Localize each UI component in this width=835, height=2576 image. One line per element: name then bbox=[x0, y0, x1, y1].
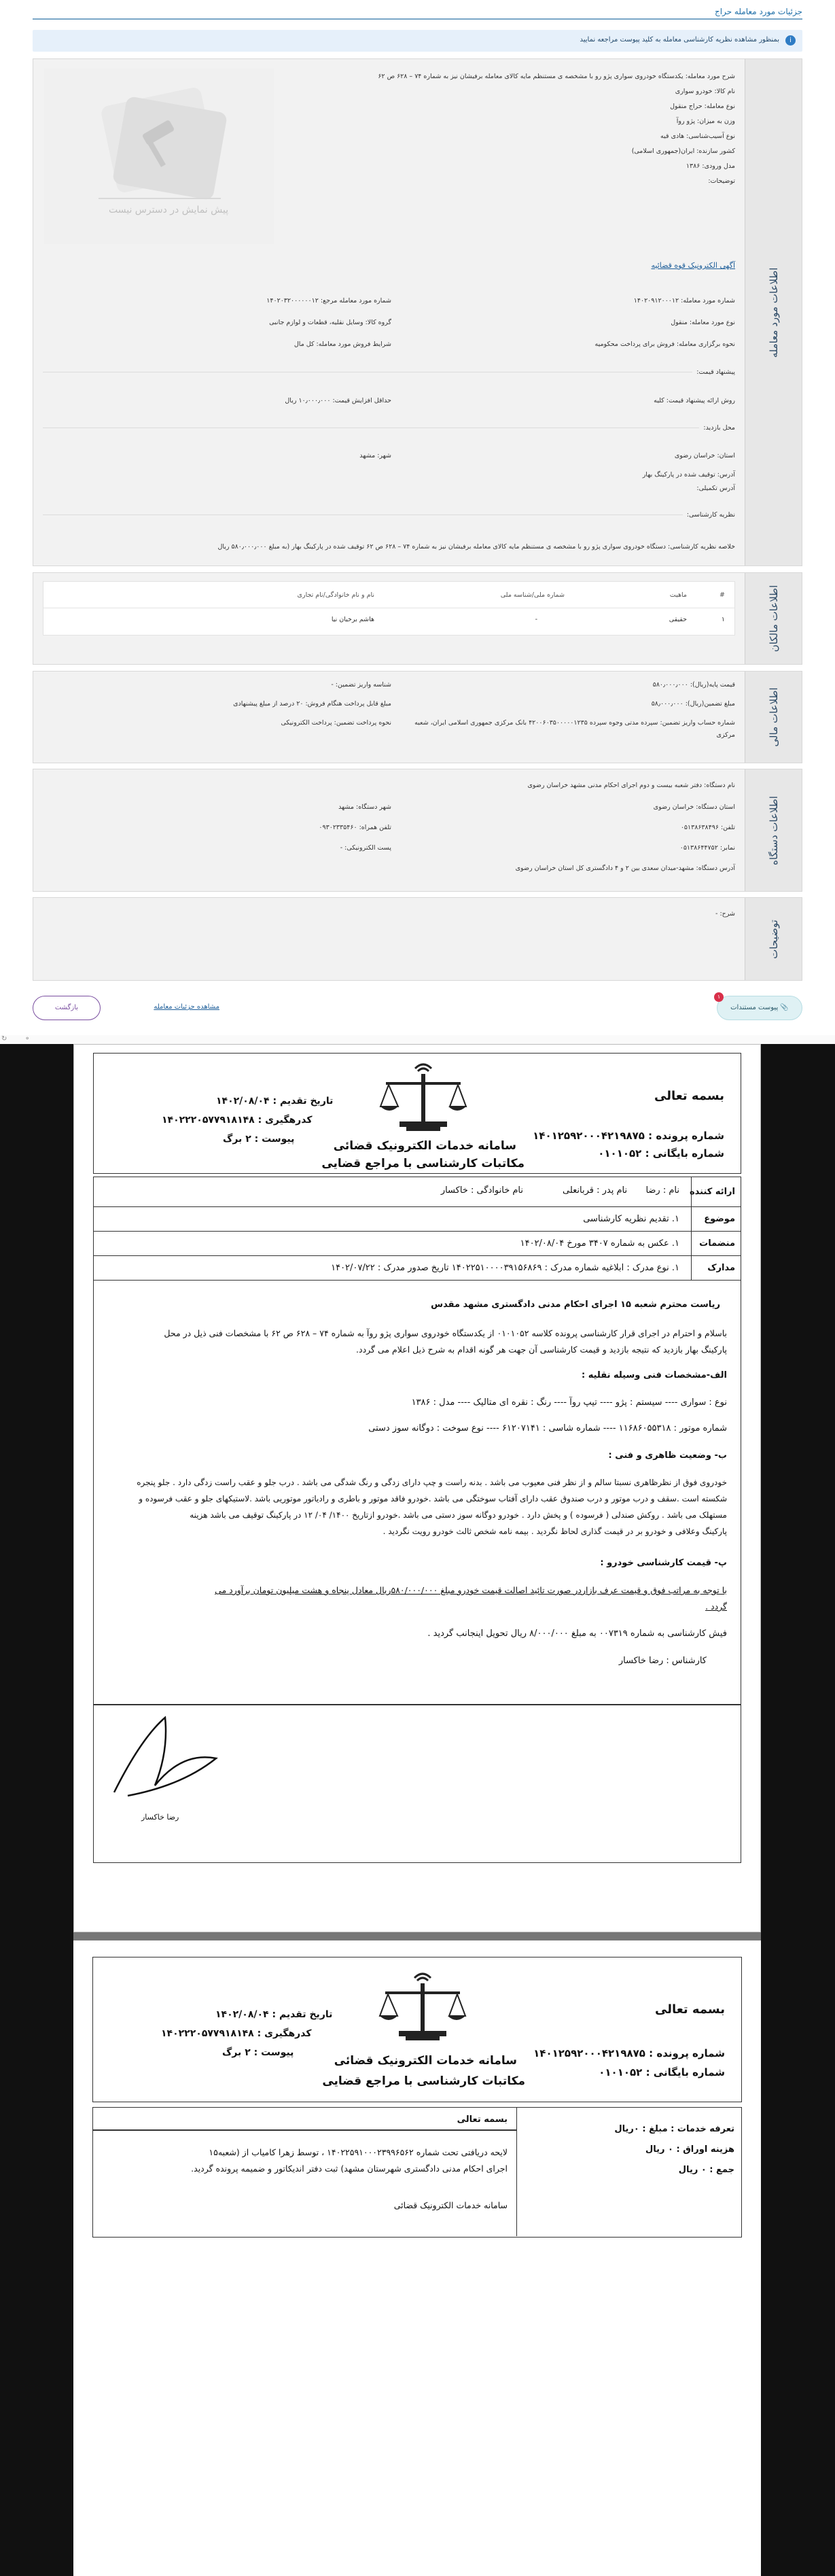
field-value: استان دستگاه: خراسان رضوی bbox=[653, 803, 735, 811]
office-tab: اطلاعات دستگاه bbox=[745, 769, 802, 891]
table-header: شماره ملی/شناسه ملی bbox=[500, 591, 565, 599]
finance-tab: اطلاعات مالی bbox=[745, 672, 802, 763]
org-name: سامانه خدمات الکترونیک قضائی bbox=[334, 2054, 517, 2068]
field-value: قیمت پایه(ریال): ۵۸۰٫۰۰۰٫۰۰۰ bbox=[652, 681, 735, 689]
doc-header bbox=[93, 1053, 741, 1174]
sender-name: نام : رضا bbox=[645, 1185, 679, 1196]
field-value: مبلغ تضمین(ریال): ۵۸٫۰۰۰٫۰۰۰ bbox=[651, 700, 735, 708]
field-value: نوع مورد معامله: منقول bbox=[671, 319, 735, 326]
desc-line: شرح مورد معامله: یکدستگاه خودروی سواری پژو رو با مشخصه ی مستنظم مایه کالای معامله برفیشان نیز به شماره ۷۴ – ۶۲۸ ص ۶۲ bbox=[378, 73, 735, 80]
section-heading: پ- قیمت کارشناسی خودرو : bbox=[600, 1558, 727, 1568]
org-subtitle: مکاتبات کارشناسی با مراجع قضایی bbox=[321, 1157, 525, 1170]
field-value: نمابر: ۰۵۱۳۸۶۴۴۷۵۲ bbox=[679, 844, 735, 852]
expert-heading: نظریه کارشناسی: bbox=[683, 511, 735, 519]
field-value: تلفن: ۰۵۱۳۸۶۳۸۴۹۶ bbox=[680, 824, 735, 831]
submit-date: تاریخ تقدیم : ۱۴۰۲/۰۸/۰۴ bbox=[215, 2009, 333, 2020]
page-title: جزئیات مورد معامله حراج bbox=[715, 7, 802, 16]
org-subtitle: مکاتبات کارشناسی با مراجع قضایی bbox=[322, 2074, 525, 2088]
case-number: شماره پرونده : ۱۴۰۱۲۵۹۲۰۰۰۴۲۱۹۸۷۵ bbox=[533, 2047, 725, 2059]
field-value: شرایط فروش مورد معامله: کل مال bbox=[294, 341, 391, 348]
signature-name: رضا خاکسار bbox=[141, 1813, 179, 1822]
tracking-code: کدرهگیری : ۱۴۰۲۲۲۰۵۷۷۹۱۸۱۴۸ bbox=[162, 1115, 313, 1126]
field-value: شهر: مشهد bbox=[359, 452, 391, 459]
row-label: منضمات bbox=[699, 1238, 735, 1249]
receipt-line: اجرای احکام مدنی دادگستری شهرستان مشهد) ثبت دفتر اندیکاتور و ضمیمه پرونده گردید. bbox=[191, 2163, 508, 2174]
receipt-line: سامانه خدمات الکترونیک قضائی bbox=[393, 2200, 508, 2210]
para-line: پارکینگ وعلافی و خودرو بر در قیمت گذاری لحاظ نگردید . بیمه نامه شخص ثالث خودرو رویت نگردید . bbox=[383, 1527, 727, 1536]
case-number: شماره پرونده : ۱۴۰۱۲۵۹۲۰۰۰۴۲۱۹۸۷۵ bbox=[533, 1130, 724, 1142]
doc-header bbox=[92, 1957, 742, 2102]
field-value: نحوه پرداخت تضمین: پرداخت الکترونیکی bbox=[281, 719, 391, 727]
archive-number: شماره بایگانی : ۰۱۰۱۰۵۲ bbox=[598, 1147, 724, 1160]
fee-line: هزینه اوراق : ۰ ریال bbox=[645, 2144, 734, 2155]
scales-logo-icon bbox=[379, 1059, 467, 1134]
office-section bbox=[33, 769, 802, 892]
attachments-button[interactable]: 📎 پیوست مستندات bbox=[717, 996, 802, 1020]
signature-icon bbox=[101, 1711, 230, 1813]
row-label: موضوع bbox=[704, 1214, 735, 1224]
field-value: شماره حساب واریز تضمین: سپرده مدتی وجوه سپرده ۴۲۰۰۶۰۳۵۰۰۰۰۰۱۲۳۵ بانک مرکزی جمهوری اسلامی ایران، شعبه bbox=[414, 719, 735, 727]
attachment-count: پیوست : ۲ برگ bbox=[222, 2047, 294, 2058]
finance-section bbox=[33, 671, 802, 763]
field-value: شهر دستگاه: مشهد bbox=[338, 803, 391, 811]
viewer-toolbar bbox=[0, 1035, 835, 1044]
document-page-2 bbox=[73, 1940, 761, 2576]
sender-father: نام پدر : قربانعلی bbox=[563, 1185, 628, 1196]
desc-line: مدل ورودی: ۱۳۸۶ bbox=[686, 162, 735, 170]
attachments-value: ۱. عکس به شماره ۳۴۰۷ مورخ ۱۴۰۲/۰۸/۰۴ bbox=[520, 1238, 679, 1249]
field-value: تلفن همراه: ۰۹۳۰۲۳۳۵۴۶۰ bbox=[319, 824, 391, 831]
field-value: شماره مورد معامله مرجع: ۱۴۰۲۰۳۲۰۰۰۰۰۰۱۲ bbox=[266, 297, 391, 304]
viewer-margin bbox=[761, 1044, 835, 2576]
desc-line: وزن به میزان: پژو روآ bbox=[676, 118, 735, 125]
notice-text: بمنظور مشاهده نظریه کارشناسی معامله به کلید پیوست مراجعه نمایید bbox=[580, 36, 779, 43]
info-icon: i bbox=[785, 35, 796, 46]
table-cell: - bbox=[535, 616, 537, 623]
row-label: ارائه کننده bbox=[689, 1187, 735, 1197]
doc-body bbox=[93, 1177, 741, 1863]
price-line: گردد . bbox=[705, 1601, 727, 1612]
spec-line: شماره موتور : ۱۱۶۸۶۰۵۵۳۱۸ ---- شماره شاسی : ۶۱۲۰۷۱۴۱ ---- نوع سوخت : دوگانه سوز دستی bbox=[368, 1423, 727, 1433]
para-line: باسلام و احترام در اجرای قرار کارشناسی پرونده کلاسه ۰۱۰۱۰۵۲ از یکدستگاه خودروی سواری پژو روآ به شماره ۷۴ – ۶۲۸ ص ۶۲ با مشخصات فنی ذیل در محل bbox=[164, 1328, 727, 1338]
field-value: گروه کالا: وسایل نقلیه، قطعات و لوازم جانبی bbox=[269, 319, 391, 326]
desc-line: نوع آسیب‌شناسی: هادی قیه bbox=[660, 133, 735, 140]
visit-heading: محل بازدید: bbox=[699, 424, 735, 432]
row-label: مدارک bbox=[707, 1263, 735, 1273]
desc-line: کشور سازنده: ایران(جمهوری اسلامی) bbox=[631, 147, 735, 155]
section-heading: ب- وضعیت ظاهری و فنی : bbox=[608, 1450, 727, 1461]
office-address: آدرس دستگاه: مشهد-میدان سعدی بین ۲ و ۴ دادگستری کل استان خراسان رضوی bbox=[515, 865, 735, 872]
field-value: شناسه واریز تضمین: - bbox=[331, 681, 391, 689]
back-button[interactable]: بازگشت bbox=[33, 996, 101, 1020]
field-value: حداقل افزایش قیمت: ۱۰٫۰۰۰٫۰۰۰ ریال bbox=[285, 397, 391, 404]
desc-line: توضیحات: bbox=[708, 177, 735, 185]
field-value: آدرس: توقیف شده در پارکینگ بهار bbox=[642, 471, 735, 478]
document-page-1 bbox=[73, 1044, 761, 1932]
archive-number: شماره بایگانی : ۰۱۰۱۰۵۲ bbox=[599, 2066, 725, 2078]
para-line: پارکینگ بهار بازدید که نتیجه بازدید و قیمت کارشناسی آن جهت هر گونه اقدام به شرح ذیل اعلام می گردد. bbox=[356, 1344, 727, 1355]
subject-value: ۱. تقدیم نظریه کارشناسی bbox=[583, 1214, 679, 1224]
field-value: نحوه برگزاری معامله: فروش برای پرداخت محکومیه bbox=[594, 341, 735, 348]
gavel-icon bbox=[44, 69, 274, 244]
table-cell: هاشم برخیان نیا bbox=[331, 616, 374, 623]
paperclip-icon: 📎 bbox=[780, 1004, 789, 1011]
image-placeholder bbox=[44, 69, 274, 244]
header-divider bbox=[33, 18, 802, 20]
doc-fees bbox=[92, 2107, 742, 2238]
attachment-count-badge: ۱ bbox=[714, 992, 724, 1002]
receipt-line: فیش کارشناسی به شماره ۰۰۷۳۱۹ به مبلغ ۸/۰۰۰/۰۰۰ ریال تحویل اینجانب گردید . bbox=[427, 1629, 727, 1639]
section-heading: الف-مشخصات فنی وسیله نقلیه : bbox=[582, 1370, 727, 1380]
table-header: ماهیت bbox=[669, 591, 687, 599]
field-value: روش ارائه پیشنهاد قیمت: کلیه bbox=[654, 397, 735, 404]
owners-section bbox=[33, 572, 802, 665]
table-cell: حقیقی bbox=[669, 616, 687, 623]
bismillah: بسمه تعالی bbox=[654, 1089, 724, 1103]
document-viewer bbox=[0, 1035, 835, 2576]
field-value: استان: خراسان رضوی bbox=[674, 452, 735, 459]
fee-line: تعرفه خدمات : مبلغ : ۰ریال bbox=[614, 2124, 734, 2134]
field-value: مرکزی bbox=[716, 731, 735, 739]
bismillah: بسمه تعالی bbox=[655, 2002, 725, 2017]
expert-summary: خلاصه نظریه کارشناسی: دستگاه خودروی سواری پژو رو با مشخصه ی مستنظم مایه کالای معامله برفیشان نیز به شماره ۷۴ – ۶۲۸ ص ۶۲ توقیف شده در پارکینگ بهار (به مبلغ ۵۸۰٫۰۰۰٫۰۰۰ ریال bbox=[217, 543, 735, 551]
para-line: شکسته است .سقف و درب موتور و درب صندوق عقب دارای آفتاب سوختگی می باشد .خودرو فاقد موتور و باطری و رادیاتور موتوریی باشد .لاستیکهای جلو و عقب فرسوده و bbox=[139, 1494, 727, 1503]
scales-logo-icon bbox=[378, 1968, 467, 2043]
office-name: نام دستگاه: دفتر شعبه بیست و دوم اجرای احکام مدنی مشهد خراسان رضوی bbox=[527, 782, 735, 789]
viewer-margin bbox=[0, 1044, 73, 2576]
desc-tab: توضیحات bbox=[745, 898, 802, 980]
tracking-code: کدرهگیری : ۱۴۰۲۲۲۰۵۷۷۹۱۸۱۴۸ bbox=[161, 2028, 312, 2039]
fee-line: جمع : ۰ ریال bbox=[678, 2165, 734, 2175]
field-value: پست الکترونیکی: - bbox=[340, 844, 391, 852]
table-header: نام و نام خانوادگی/نام تجاری bbox=[297, 591, 374, 599]
owners-tab: اطلاعات مالکان bbox=[745, 573, 802, 664]
owners-table bbox=[43, 581, 735, 636]
para-line: خودروی فوق از نظرظاهری نسبتا سالم و از نظر فنی معیوب می باشد . بدنه راست و چپ دارای زدگی و رنگ شدگی می باشد . درب جلو و عقب راست زدگی دارد . جلو پنجره bbox=[137, 1478, 727, 1487]
sender-family: نام خانوادگی : خاکسار bbox=[440, 1185, 523, 1196]
page-header bbox=[0, 0, 835, 27]
expert-name: کارشناس : رضا خاکسار bbox=[618, 1656, 707, 1666]
notice-banner bbox=[33, 30, 802, 52]
ad-link[interactable]: آگهی الکترونیک قوه قضائیه bbox=[651, 261, 735, 270]
table-cell: ۱ bbox=[721, 616, 725, 623]
view-details-link[interactable]: مشاهده جزئیات معامله bbox=[154, 1003, 219, 1011]
documents-value: ۱. نوع مدرک : ابلاغیه شماره مدرک : ۱۴۰۲۲۵۱۰۰۰۰۳۹۱۵۶۸۶۹ تاریخ صدور مدرک : ۱۴۰۲/۰۷/۲۲ bbox=[331, 1263, 679, 1273]
deal-section bbox=[33, 58, 802, 566]
field-value: آدرس تکمیلی: bbox=[696, 485, 735, 492]
attachment-count: پیوست : ۲ برگ bbox=[223, 1134, 295, 1145]
page-gap bbox=[73, 1932, 761, 1940]
deal-tab: اطلاعات مورد معامله bbox=[745, 59, 802, 565]
org-name: سامانه خدمات الکترونیک قضائی bbox=[333, 1139, 516, 1153]
bismillah: بسمه تعالی bbox=[457, 2114, 508, 2125]
salutation: ریاست محترم شعبه ۱۵ اجرای احکام مدنی دادگستری مشهد مقدس bbox=[431, 1300, 720, 1310]
table-header: # bbox=[719, 591, 725, 599]
para-line: مستهلک می باشد . روکش صندلی ( فرسوده ) و پخش دارد . خودرو دوگانه سوز دستی می باشد .خودرو ازتاریخ ۱۴۰۰/ ۰۴/ ۱۲ در پارکینگ توقیف می باشد هزینه bbox=[190, 1510, 727, 1520]
desc-section bbox=[33, 897, 802, 981]
submit-date: تاریخ تقدیم : ۱۴۰۲/۰۸/۰۴ bbox=[216, 1096, 334, 1107]
desc-line: نام کالا: خودرو سواری bbox=[675, 88, 735, 95]
receipt-line: لایحه دریافتی تحت شماره ۱۴۰۲۲۵۹۱۰۰۰۲۳۹۹۶۵۶۲ ، توسط زهرا کامیاب از (شعبه۱۵ bbox=[209, 2147, 508, 2157]
image-placeholder-text: پیش نمایش در دسترس نیست bbox=[109, 205, 229, 215]
desc-text: شرح: - bbox=[715, 910, 735, 918]
rotate-icon[interactable]: ↻ bbox=[1, 1035, 7, 1043]
field-value: شماره مورد معامله: ۱۴۰۲۰۹۱۲۰۰۰۱۲ bbox=[633, 297, 735, 304]
zoom-icon[interactable]: ⚬ bbox=[24, 1035, 31, 1043]
desc-line: نوع معامله: حراج منقول bbox=[670, 103, 735, 110]
price-line: با توجه به مراتب فوق و قیمت عرف بازاردر صورت تائید اصالت قیمت خودرو مبلغ ۵۸۰/۰۰۰/۰۰۰ریال معادل پنجاه و هشت میلیون تومان برآورد می bbox=[215, 1585, 727, 1595]
field-value: مبلغ قابل پرداخت هنگام فروش: ۲۰ درصد از مبلغ پیشنهادی bbox=[233, 700, 391, 708]
price-heading: پیشنهاد قیمت: bbox=[692, 368, 735, 376]
spec-line: نوع : سواری ---- سیستم : پژو ---- تیپ روآ ---- رنگ : نقره ای متالیک ---- مدل : ۱۳۸۶ bbox=[411, 1397, 727, 1408]
